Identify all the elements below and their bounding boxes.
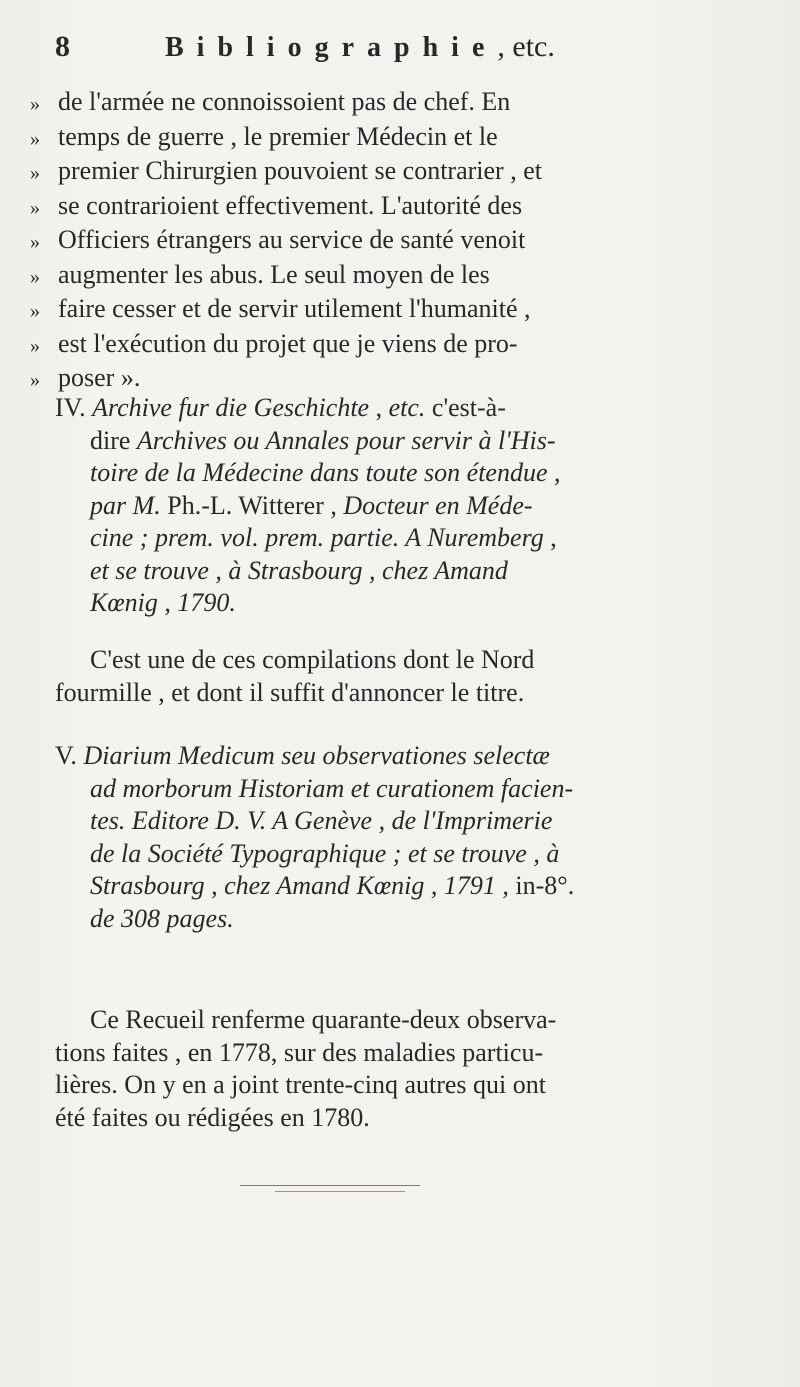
entry-text: IV. bbox=[55, 393, 93, 422]
quote-mark: » bbox=[30, 162, 40, 184]
quote-text: de l'armée ne connoissoient pas de chef. En bbox=[58, 87, 511, 116]
quote-mark: » bbox=[30, 369, 40, 391]
entry-italic-text: Strasbourg , chez Amand Kœnig , 1791 , bbox=[90, 871, 516, 900]
comment-line: C'est une de ces compilations dont le Nord bbox=[90, 645, 535, 674]
quote-mark: » bbox=[30, 93, 40, 115]
closing-rule-thin bbox=[275, 1191, 405, 1192]
entry-italic-text: Archive fur die Geschichte bbox=[92, 393, 370, 422]
entry-italic-text: de la Société Typographique ; et se trouve , à bbox=[90, 838, 560, 868]
bibliography-entry-iv bbox=[55, 392, 755, 620]
entry-line bbox=[55, 522, 755, 555]
comment-line: Ce Recueil renferme quarante-deux observa- bbox=[90, 1005, 557, 1034]
bibliography-entry-v bbox=[55, 740, 755, 935]
quote-mark: » bbox=[30, 334, 40, 357]
quote-text: augmenter les abus. Le seul moyen de les bbox=[58, 259, 490, 289]
entry-italic-text: de 308 pages. bbox=[90, 903, 234, 933]
entry-italic-text: cine ; prem. vol. prem. partie. A Nuremberg bbox=[90, 523, 544, 552]
entry-line bbox=[55, 392, 755, 425]
quote-text: se contrarioient effectivement. L'autorité des bbox=[58, 190, 523, 220]
closing-rule bbox=[240, 1185, 420, 1186]
comment-line: tions faites , en 1778, sur des maladies particu- bbox=[55, 1037, 544, 1067]
entry-line bbox=[55, 457, 755, 490]
page-number: 8 bbox=[55, 30, 70, 63]
entry-text: , bbox=[543, 523, 557, 552]
quote-line bbox=[30, 155, 730, 190]
entry-italic-text: Archives ou Annales pour servir à l'His- bbox=[136, 425, 556, 455]
entry-italic-text: ad morborum Historiam et curationem facien- bbox=[90, 773, 574, 803]
running-title-main: Bibliographie bbox=[165, 32, 498, 63]
quote-line bbox=[30, 328, 730, 363]
entry-line bbox=[55, 903, 755, 936]
entry-text: dire bbox=[90, 425, 137, 455]
entry-text: in-8°. bbox=[515, 871, 575, 900]
entry-line bbox=[55, 740, 755, 773]
comment-line: lières. On y en a joint trente-cinq autres qui ont bbox=[55, 1070, 546, 1099]
quote-mark: » bbox=[30, 127, 40, 150]
entry-italic-text: Docteur en Méde- bbox=[343, 490, 533, 520]
entry-italic-text: toire de la Médecine dans toute son étendue bbox=[90, 458, 548, 487]
quote-text: poser ». bbox=[58, 363, 141, 392]
quote-line bbox=[30, 121, 730, 156]
quote-mark: » bbox=[30, 265, 40, 288]
comment-line: été faites ou rédigées en 1780. bbox=[55, 1102, 370, 1132]
quote-mark: » bbox=[30, 231, 40, 253]
entry-line bbox=[55, 490, 755, 523]
entry-line bbox=[55, 587, 755, 620]
quote-line bbox=[30, 259, 730, 294]
entry-v-comment bbox=[55, 1004, 755, 1134]
entry-line bbox=[55, 555, 755, 588]
page-header bbox=[55, 30, 695, 74]
entry-italic-text: Kœnig , 1790. bbox=[90, 588, 236, 617]
quote-line bbox=[30, 224, 730, 259]
entry-line bbox=[55, 805, 755, 838]
entry-text: , bbox=[369, 393, 389, 422]
entry-line bbox=[55, 425, 755, 458]
entry-text: Ph.-L. Witterer , bbox=[160, 490, 344, 520]
quote-continuation bbox=[30, 86, 730, 397]
quote-line bbox=[30, 86, 730, 121]
entry-line bbox=[55, 773, 755, 806]
comment-line: fourmille , et dont il suffit d'annoncer le titre. bbox=[55, 677, 525, 707]
entry-italic-text: et se trouve , à Strasbourg , chez Amand bbox=[90, 555, 508, 585]
quote-text: Officiers étrangers au service de santé venoit bbox=[58, 225, 526, 254]
quote-line bbox=[30, 190, 730, 225]
entry-line bbox=[55, 870, 755, 903]
entry-italic-text: etc. bbox=[388, 393, 426, 422]
quote-mark: » bbox=[30, 300, 40, 322]
quote-text: est l'exécution du projet que je viens de pro- bbox=[58, 328, 518, 358]
entry-italic-text: par M. bbox=[90, 490, 161, 520]
quote-mark: » bbox=[30, 196, 40, 219]
quote-text: temps de guerre , le premier Médecin et le bbox=[58, 121, 498, 151]
entry-line bbox=[55, 838, 755, 871]
running-title-suffix: , etc. bbox=[497, 30, 555, 63]
entry-italic-text: Diarium Medicum seu observationes selectæ bbox=[83, 741, 550, 770]
running-title bbox=[165, 30, 555, 64]
entry-text: V. bbox=[55, 741, 84, 770]
quote-text: faire cesser et de servir utilement l'humanité , bbox=[58, 294, 531, 323]
quote-text: premier Chirurgien pouvoient se contrarier , et bbox=[58, 156, 542, 185]
quote-line bbox=[30, 293, 730, 328]
entry-text: c'est-à- bbox=[425, 393, 506, 422]
entry-italic-text: tes. Editore D. V. A Genève , de l'Imprimerie bbox=[90, 806, 553, 835]
entry-iv-comment bbox=[55, 644, 755, 709]
entry-text: , bbox=[547, 458, 561, 487]
